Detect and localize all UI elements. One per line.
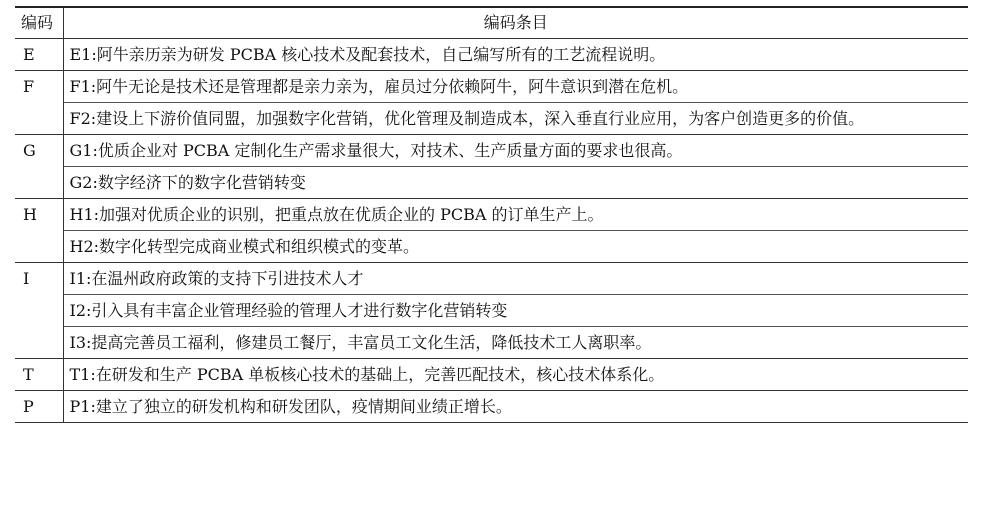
table-row — [15, 359, 968, 391]
code-item-G2: G2:数字经济下的数字化营销转变 — [63, 167, 968, 199]
group-code-E: E — [15, 39, 63, 71]
table-row — [15, 231, 968, 263]
table-row — [15, 327, 968, 359]
code-item-F1: F1:阿牛无论是技术还是管理都是亲力亲为，雇员过分依赖阿牛，阿牛意识到潜在危机。 — [63, 71, 968, 103]
group-code-P: P — [15, 391, 63, 423]
coding-table — [15, 6, 968, 423]
code-item-I1: I1:在温州政府政策的支持下引进技术人才 — [63, 263, 968, 295]
code-item-H1: H1:加强对优质企业的识别，把重点放在优质企业的 PCBA 的订单生产上。 — [63, 199, 968, 231]
table-row — [15, 39, 968, 71]
code-item-H2: H2:数字化转型完成商业模式和组织模式的变革。 — [63, 231, 968, 263]
item-column-header: 编码条目 — [483, 13, 548, 32]
table-row — [15, 391, 968, 423]
coding-table-container — [15, 6, 968, 423]
group-code-T: T — [15, 359, 63, 391]
table-row — [15, 71, 968, 103]
code-column-header: 编码 — [15, 7, 63, 39]
group-code-I: I — [15, 263, 63, 359]
group-code-F: F — [15, 71, 63, 135]
table-row — [15, 167, 968, 199]
code-item-I3: I3:提高完善员工福利，修建员工餐厅，丰富员工文化生活，降低技术工人离职率。 — [63, 327, 968, 359]
code-item-I2: I2:引入具有丰富企业管理经验的管理人才进行数字化营销转变 — [63, 295, 968, 327]
table-row — [15, 103, 968, 135]
table-row — [15, 199, 968, 231]
table-row — [15, 295, 968, 327]
table-header-row — [15, 7, 968, 39]
group-code-H: H — [15, 199, 63, 263]
code-item-T1: T1:在研发和生产 PCBA 单板核心技术的基础上，完善匹配技术，核心技术体系化。 — [63, 359, 968, 391]
code-item-F2: F2:建设上下游价值同盟，加强数字化营销，优化管理及制造成本，深入垂直行业应用，为客户创造更多的价值。 — [63, 103, 968, 135]
group-code-G: G — [15, 135, 63, 199]
code-item-G1: G1:优质企业对 PCBA 定制化生产需求量很大，对技术、生产质量方面的要求也很高。 — [63, 135, 968, 167]
table-row — [15, 135, 968, 167]
code-item-E1: E1:阿牛亲历亲为研发 PCBA 核心技术及配套技术，自己编写所有的工艺流程说明。 — [63, 39, 968, 71]
code-item-P1: P1:建立了独立的研发机构和研发团队，疫情期间业绩正增长。 — [63, 391, 968, 423]
table-row — [15, 263, 968, 295]
